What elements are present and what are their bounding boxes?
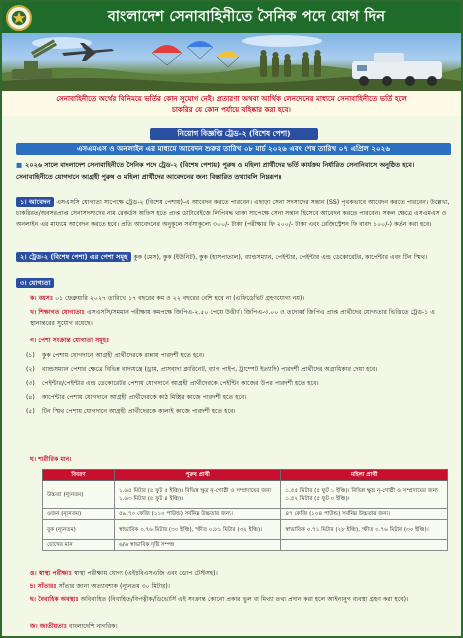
list-item-text: কুক পেশায় যোগদানে আগ্রহী প্রার্থীদেরকে রান্নায় পারদর্শী হতে হবে। (42, 352, 205, 359)
health-check-item (30, 568, 453, 579)
list-item (26, 350, 451, 361)
table-cell-label: ওজন (ন্যূনতম) (43, 509, 115, 520)
banner-image (2, 33, 461, 91)
health-label: ঙ। স্বাস্থ্য পরীক্ষাঃ (30, 570, 72, 577)
section-1-label: ১। আবেদন (16, 197, 54, 207)
age-label: ক। বয়সঃ (30, 295, 54, 302)
bullet-icon: ■ (16, 161, 23, 169)
list-item-text: ব্যান্ডসম্যান পেশার ক্ষেত্রে বিভিন্ন বাদ্যযন্ত্রে (ড্রাম, প্রাসবাদ্য ক্লারিনেট, ব্যাগ পাইপ, ট্রাম্পেট ইত্যাদি) পারদর্শী প্রার্থীদের অগ্রাধিকার দেয়া হবে। (42, 366, 378, 373)
circular-title: নিয়োগ বিজ্ঞপ্তি ট্রেড-২ (বিশেষ পেশা) (150, 128, 318, 140)
age-text: ০১ ফেব্রুয়ারি ২০২৭ তারিখে ১৭ বছরের কম ও ২২ বছরের বেশি হবে না (এফিডেভিট গ্রহণযোগ্য নয়)। (55, 295, 305, 302)
table-header: মহিলা প্রার্থী (281, 470, 448, 481)
section-2-text: কুক (মেস), কুক (ইউনিট), কুক (হাসপাতাল), ব্যান্ডসম্যান, পেইন্টার, পেইন্টার এন্ড ডেকোরেটর, কার্পেন্টার এবং টিন স্মিথ। (133, 254, 428, 261)
table-cell: ১.৫৫ মিটার (৫ ফুট ১ ইঞ্চি)। বিভিন্ন ক্ষুদ্র নৃ-গোষ্ঠী ও সম্প্রদায়ের জন্য ১.৫২ মিটার (৫ ফুট ০ ইঞ্চি)। (281, 481, 448, 509)
application-dates: এসএমএস ও অনলাইন এর মাধ্যমে আবেদন শুরুর তারিখ ০৮ মার্চ ২০২৬ এবং শেষ তারিখ ০৭ এপ্রিল ২০২৬ (16, 143, 451, 155)
section-application (16, 197, 453, 230)
table-cell-label: চোখের মান (43, 540, 115, 551)
swimming-label: চ। সাঁতারঃ (30, 583, 57, 590)
intro-text: ২০২৬ সালে বাংলাদেশ সেনাবাহিনীতে সৈনিক পদে ট্রেড-২ (বিশেষ পেশায়) পুরুষ ও মহিলা প্রার্থীদের ভর্তি কার্যক্রম নির্ধারিত সেনানিবাসে অনুষ্ঠিত হবে। সেনাবাহিনীতে যোগদানে আগ্রহী পুরুষ ও মহিলা প্রার্থীদের আবেদনের জন্য বিস্তারিত তথ্যাবলি নিম্নরূপঃ (16, 161, 415, 181)
table-cell (281, 540, 448, 551)
nationality-text: বাংলাদেশি নাগরিক। (69, 623, 118, 630)
section-2-label: ২। ট্রেড-২ (বিশেষ পেশা) এর পেশা সমূহ (16, 252, 131, 262)
age-requirement (30, 293, 453, 304)
physical-standard-heading (30, 454, 453, 465)
education-text: এসএসসি/সমমান পরীক্ষায় কমপক্ষে জিপিএ-২.৫০ পেয়ে উত্তীর্ণ। জিপিএ-৩.০০ ও তদোর্ধ্ব জিপিএ প্রাপ্ত প্রার্থীদের যোগ্যতার ভিত্তিতে ট্রেড-১ এ স্থানান্তরের সুযোগ রয়েছে। (30, 309, 435, 327)
table-row (43, 481, 448, 509)
list-item (26, 406, 451, 417)
page-title: বাংলাদেশ সেনাবাহিনীতে সৈনিক পদে যোগ দিন (107, 8, 386, 25)
physical-label: ঘ। শারীরিক মান। (30, 456, 72, 463)
nationality-item (30, 621, 453, 632)
list-item (26, 392, 451, 403)
swimming-text: সাঁতার জানা অত্যাবশ্যক (ন্যূনতম ৩০ মিটার)। (58, 583, 171, 590)
health-text: স্বাস্থ্য পরীক্ষায় যোগ্য (এইচবিএসএজি এবং ডোপ টেস্টসহ)। (73, 570, 218, 577)
physical-standard-table (42, 469, 448, 551)
marital-text: অবিবাহিত (বিবাহিত/বিপত্নীক/ডিভোর্সি এই সংক্রান্ত কোনো প্রকার ভুল বা মিথ্যা তথ্য প্রদান করা হলে আইনানুগ ব্যবস্থা গ্রহণ করা হবে)। (80, 596, 409, 603)
section-1-text: এসএসসি যোগ্যতা সাপেক্ষে ট্রেড-২ (বিশেষ পেশায়)-এ আবেদন করতে পারবেন। এছাড়া সেনা সদস্যদের সন্তান (SS) পৃথকভাবে আবেদন করতে পারবেন। উল্লেখ্য, চাকরিরত/অবসরপ্রাপ্ত সেনাসদস্যদের নাম রেকর্ডস অফিস হতে প্রাপ্ত ডাটাবেইজে লিপিবদ্ধ থাকা সাপেক্ষে সেনা সন্তান হিসেবে আবেদন করতে পারবেন। সকল ক্ষেত্রে এসএমএস ও অনলাইন এর মাধ্যমে আবেদন করতে হবে। প্রতি আবেদনের অনুকূলে সর্বসাকুল্যে ৩০০/- টাকা (পরীক্ষার ফি ২০০/- টাকা এবং রেজিস্ট্রেশন ফি বাবদ ১০০/-) কর্তন করা হবে। (16, 199, 450, 228)
table-row (43, 520, 448, 540)
table-cell: ৬/৬ স্বাভাবিক দৃষ্টি সম্পন্ন (115, 540, 281, 551)
notice-line-1: সেনাবাহিনীতে অর্থের বিনিময়ে ভর্তির কোন সুযোগ নেই। প্রতারণা অথবা আর্থিক লেনদেনের মাধ্যমে সেনাবাহিনীতে ভর্তি হলে (56, 94, 407, 103)
table-cell-label: বুক (ন্যূনতম) (43, 520, 115, 540)
list-item-number: (২) (26, 366, 35, 373)
table-cell: স্বাভাবিক ০.৭৬ মিটার (৩০ ইঞ্চি), স্ফীত ০.৮১ মিটার (৩২ ইঞ্চি)। (115, 520, 281, 540)
list-item-text: কার্পেন্টার পেশায় যোগদানে আগ্রহী প্রার্থীদেরকে কাঠ মিস্ত্রির কাজে পারদর্শী হতে হবে। (42, 394, 247, 401)
nationality-label: জ। জাতীয়তাঃ (30, 623, 68, 630)
table-cell: ১.৬৫ মিটার (৫ ফুট ৫ ইঞ্চি)। বিভিন্ন ক্ষুদ্র নৃ-গোষ্ঠী ও সম্প্রদায়ের জন্য ১.৬৩ মিটার (৫ ফুট ৪ ইঞ্চি)। (115, 481, 281, 509)
table-header: পুরুষ প্রার্থী (115, 470, 281, 481)
table-cell: ৫৯.৭০ কেজি (১১০ পাউন্ড) সর্বনিম্ন উচ্চতার জন্য। (115, 509, 281, 520)
section-qualification (16, 278, 453, 289)
table-header-row (43, 470, 448, 481)
list-item-text: পেইন্টার/পেইন্টার এন্ড ডেকোরেটর পেশায় যোগদানে আগ্রহী প্রার্থীদেরকে পেইন্টিং কাজের উপর পারদর্শী হতে হবে। (42, 380, 319, 387)
swimming-item (30, 581, 453, 592)
profession-requirement (30, 335, 453, 346)
table-header: বিবরণ (43, 470, 115, 481)
marital-label: ছ। বৈবাহিক অবস্থাঃ (30, 596, 79, 603)
profession-label: গ। পেশা সংক্রান্ত যোগ্যতা সমূহঃ (30, 337, 110, 344)
list-item (26, 364, 451, 375)
table-cell-label: উচ্চতা (ন্যূনতম) (43, 481, 115, 509)
army-emblem-icon (6, 5, 32, 31)
profession-list (26, 350, 451, 417)
header-bar (2, 2, 461, 33)
list-item-number: (৩) (26, 380, 35, 387)
list-item (26, 378, 451, 389)
list-item-number: (৪) (26, 394, 35, 401)
table-row (43, 540, 448, 551)
list-item-number: (১) (26, 352, 35, 359)
education-label: খ। শিক্ষাগত যোগ্যতাঃ (30, 309, 85, 316)
table-cell: ৪৭ কেজি (১০৪ পাউন্ড) সর্বনিম্ন উচ্চতার জন্য। (281, 509, 448, 520)
intro-paragraph (16, 159, 453, 183)
table-cell: স্বাভাবিক ০.৭১ মিটার (২৮ ইঞ্চি), স্ফীত ০.৭৬ মিটার (৩০ ইঞ্চি)। (281, 520, 448, 540)
list-item-number: (৫) (26, 408, 35, 415)
section-trades (16, 252, 453, 263)
section-3-label: ৩। যোগ্যতা (16, 278, 54, 288)
list-item-text: টিন স্মিথ পেশায় যোগদানে আগ্রহী প্রার্থীদেরকে কালাই কাজে পারদর্শী হতে হবে। (42, 408, 236, 415)
education-requirement (30, 307, 453, 329)
warning-notice (2, 92, 461, 116)
table-row (43, 509, 448, 520)
marital-status-item (30, 594, 453, 605)
notice-line-2: চাকরির যে কোন পর্যায়ে বহিষ্কার করা হবে। (172, 105, 291, 114)
